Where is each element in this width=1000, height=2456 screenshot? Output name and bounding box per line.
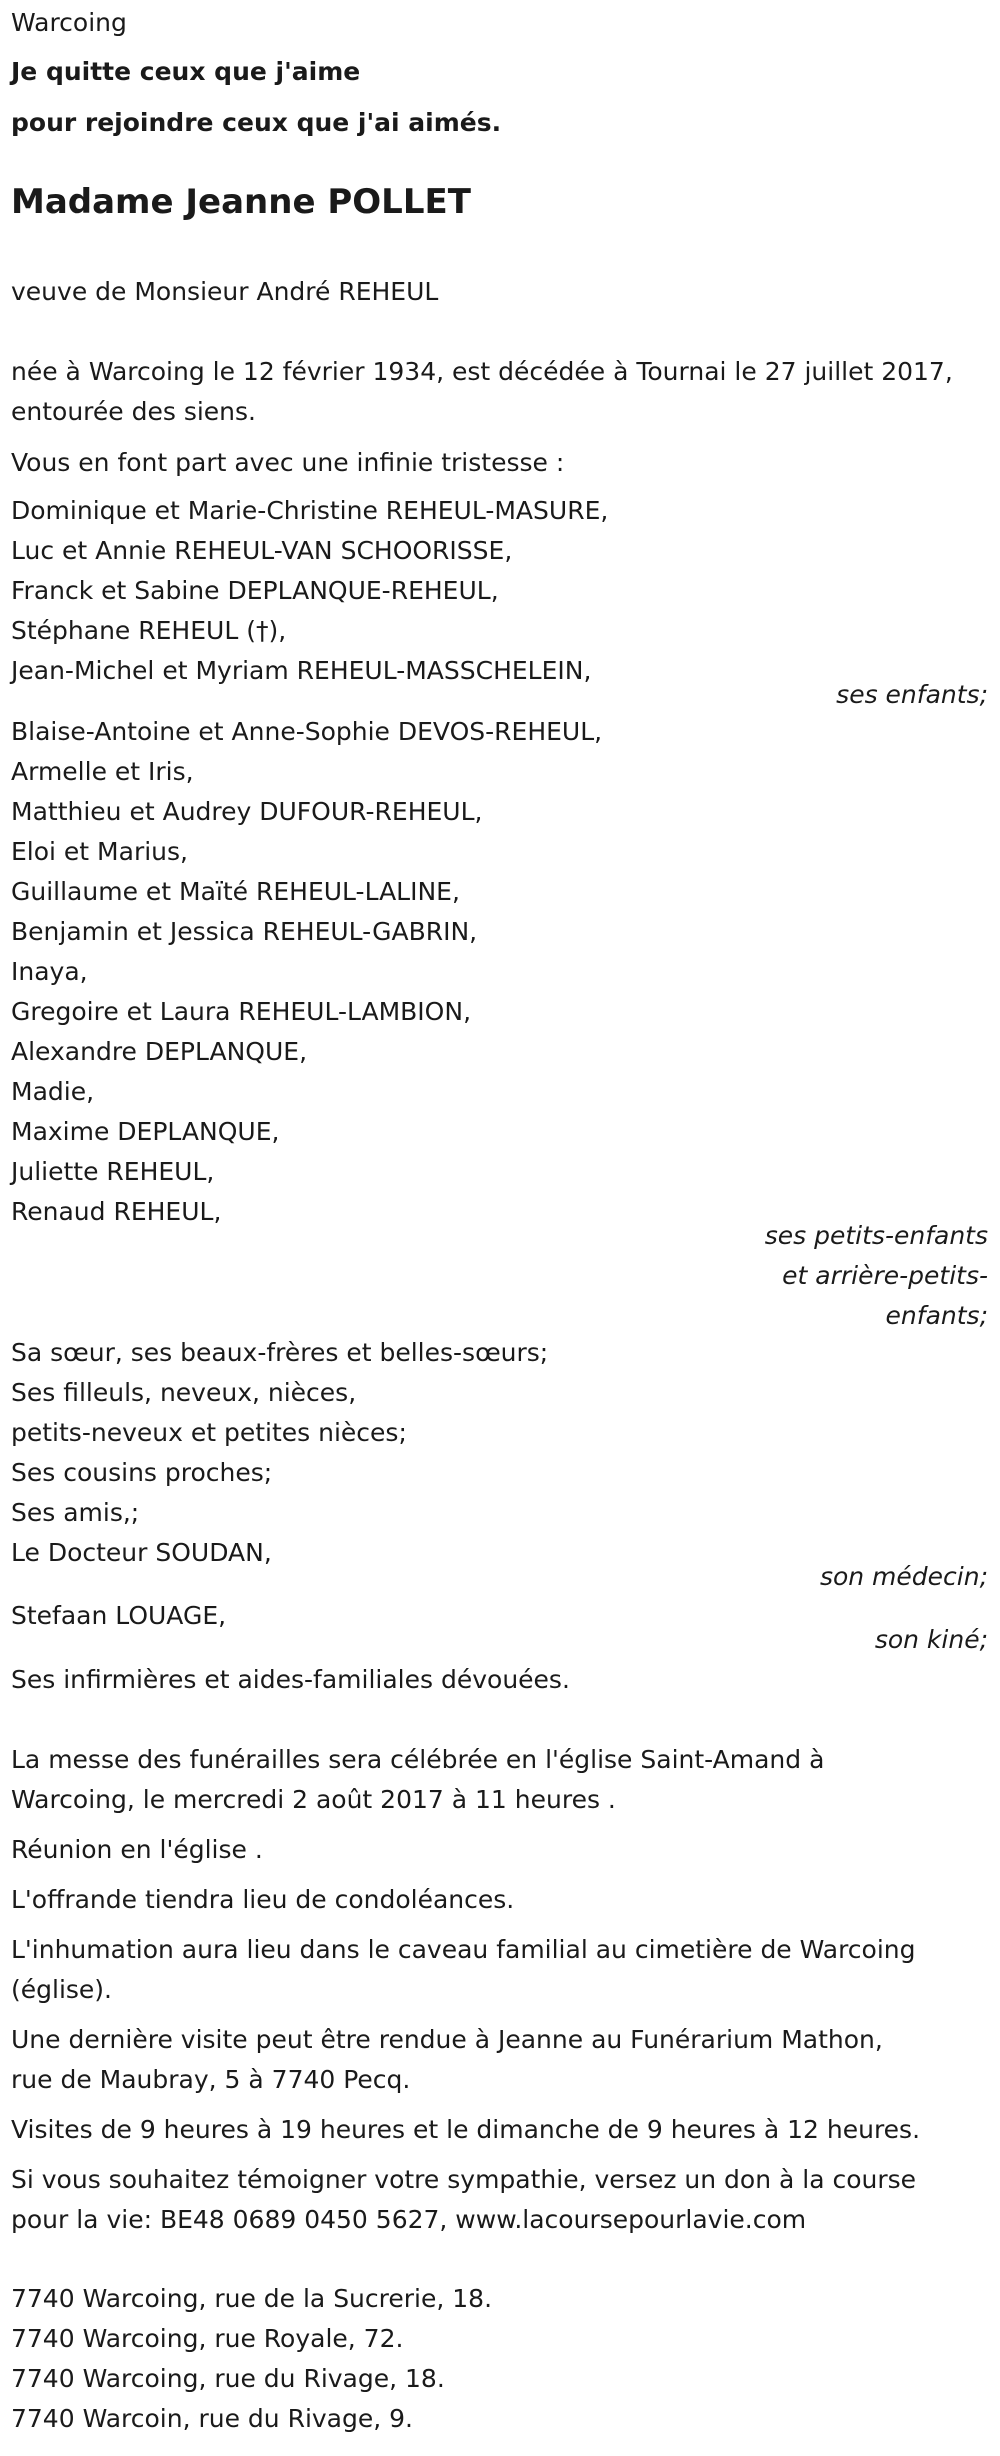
grandchild-name: Matthieu et Audrey DUFOUR-REHEUL, xyxy=(11,797,483,826)
hours-line: Visites de 9 heures à 19 heures et le dimanche de 9 heures à 12 heures. xyxy=(11,2115,921,2144)
address-line: 7740 Warcoing, rue Royale, 72. xyxy=(11,2324,404,2353)
meeting-line: Réunion en l'église . xyxy=(11,1835,263,1864)
grandchild-name: Eloi et Marius, xyxy=(11,837,188,866)
offering-line: L'offrande tiendra lieu de condoléances. xyxy=(11,1885,515,1914)
grandchild-name: Juliette REHEUL, xyxy=(11,1157,215,1186)
grandchild-name: Maxime DEPLANQUE, xyxy=(11,1117,280,1146)
address-line: 7740 Warcoin, rue du Rivage, 9. xyxy=(11,2404,414,2433)
child-name: Franck et Sabine DEPLANQUE-REHEUL, xyxy=(11,576,499,605)
child-name: Jean-Michel et Myriam REHEUL-MASSCHELEIN, xyxy=(11,656,592,685)
grandchild-name: Armelle et Iris, xyxy=(11,757,194,786)
child-name: Luc et Annie REHEUL-VAN SCHOORISSE, xyxy=(11,536,513,565)
nurses-line: Ses infirmières et aides-familiales dévouées. xyxy=(11,1665,570,1694)
grandchild-name: Inaya, xyxy=(11,957,88,986)
burial-line-1: L'inhumation aura lieu dans le caveau familial au cimetière de Warcoing xyxy=(11,1935,916,1964)
quote-line-2: pour rejoindre ceux que j'ai aimés. xyxy=(11,108,502,137)
doctor-role: son médecin; xyxy=(819,1562,988,1591)
family-line: Ses amis,; xyxy=(11,1498,140,1527)
widow-line: veuve de Monsieur André REHEUL xyxy=(11,277,439,306)
grandchild-name: Guillaume et Maïté REHEUL-LALINE, xyxy=(11,877,460,906)
donation-line-2: pour la vie: BE48 0689 0450 5627, www.lacoursepourlavie.com xyxy=(11,2205,807,2234)
grandchild-name: Gregoire et Laura REHEUL-LAMBION, xyxy=(11,997,472,1026)
grandchildren-role-line-2: et arrière-petits- xyxy=(782,1261,988,1290)
family-line: Ses filleuls, neveux, nièces, xyxy=(11,1378,357,1407)
kine-role: son kiné; xyxy=(874,1625,988,1654)
announce-line: Vous en font part avec une infinie tristesse : xyxy=(11,448,565,477)
location: Warcoing xyxy=(11,8,127,37)
kine-name: Stefaan LOUAGE, xyxy=(11,1601,227,1630)
grandchild-name: Renaud REHEUL, xyxy=(11,1197,222,1226)
address-line: 7740 Warcoing, rue du Rivage, 18. xyxy=(11,2364,445,2393)
address-line: 7740 Warcoing, rue de la Sucrerie, 18. xyxy=(11,2284,493,2313)
mass-line-2: Warcoing, le mercredi 2 août 2017 à 11 heures . xyxy=(11,1785,616,1814)
grandchildren-role-line-3: enfants; xyxy=(885,1301,988,1330)
mass-line-1: La messe des funérailles sera célébrée en l'église Saint-Amand à xyxy=(11,1745,825,1774)
children-role: ses enfants; xyxy=(836,680,988,709)
grandchild-name: Alexandre DEPLANQUE, xyxy=(11,1037,308,1066)
quote-line-1: Je quitte ceux que j'aime xyxy=(11,57,361,86)
child-name: Stéphane REHEUL (†), xyxy=(11,616,287,645)
family-line: Sa sœur, ses beaux-frères et belles-sœurs; xyxy=(11,1338,549,1367)
burial-line-2: (église). xyxy=(11,1975,113,2004)
family-line: petits-neveux et petites nièces; xyxy=(11,1418,407,1447)
grandchild-name: Benjamin et Jessica REHEUL-GABRIN, xyxy=(11,917,478,946)
birth-death-line-2: entourée des siens. xyxy=(11,397,256,426)
grandchild-name: Madie, xyxy=(11,1077,95,1106)
visit-line-1: Une dernière visite peut être rendue à Jeanne au Funérarium Mathon, xyxy=(11,2025,883,2054)
deceased-name: Madame Jeanne POLLET xyxy=(11,182,471,222)
child-name: Dominique et Marie-Christine REHEUL-MASURE, xyxy=(11,496,609,525)
grandchildren-role-line-1: ses petits-enfants xyxy=(764,1221,988,1250)
family-line: Ses cousins proches; xyxy=(11,1458,273,1487)
donation-line-1: Si vous souhaitez témoigner votre sympathie, versez un don à la course xyxy=(11,2165,917,2194)
birth-death-line-1: née à Warcoing le 12 février 1934, est décédée à Tournai le 27 juillet 2017, xyxy=(11,357,953,386)
family-line: Le Docteur SOUDAN, xyxy=(11,1538,272,1567)
visit-line-2: rue de Maubray, 5 à 7740 Pecq. xyxy=(11,2065,411,2094)
grandchild-name: Blaise-Antoine et Anne-Sophie DEVOS-REHEUL, xyxy=(11,717,603,746)
